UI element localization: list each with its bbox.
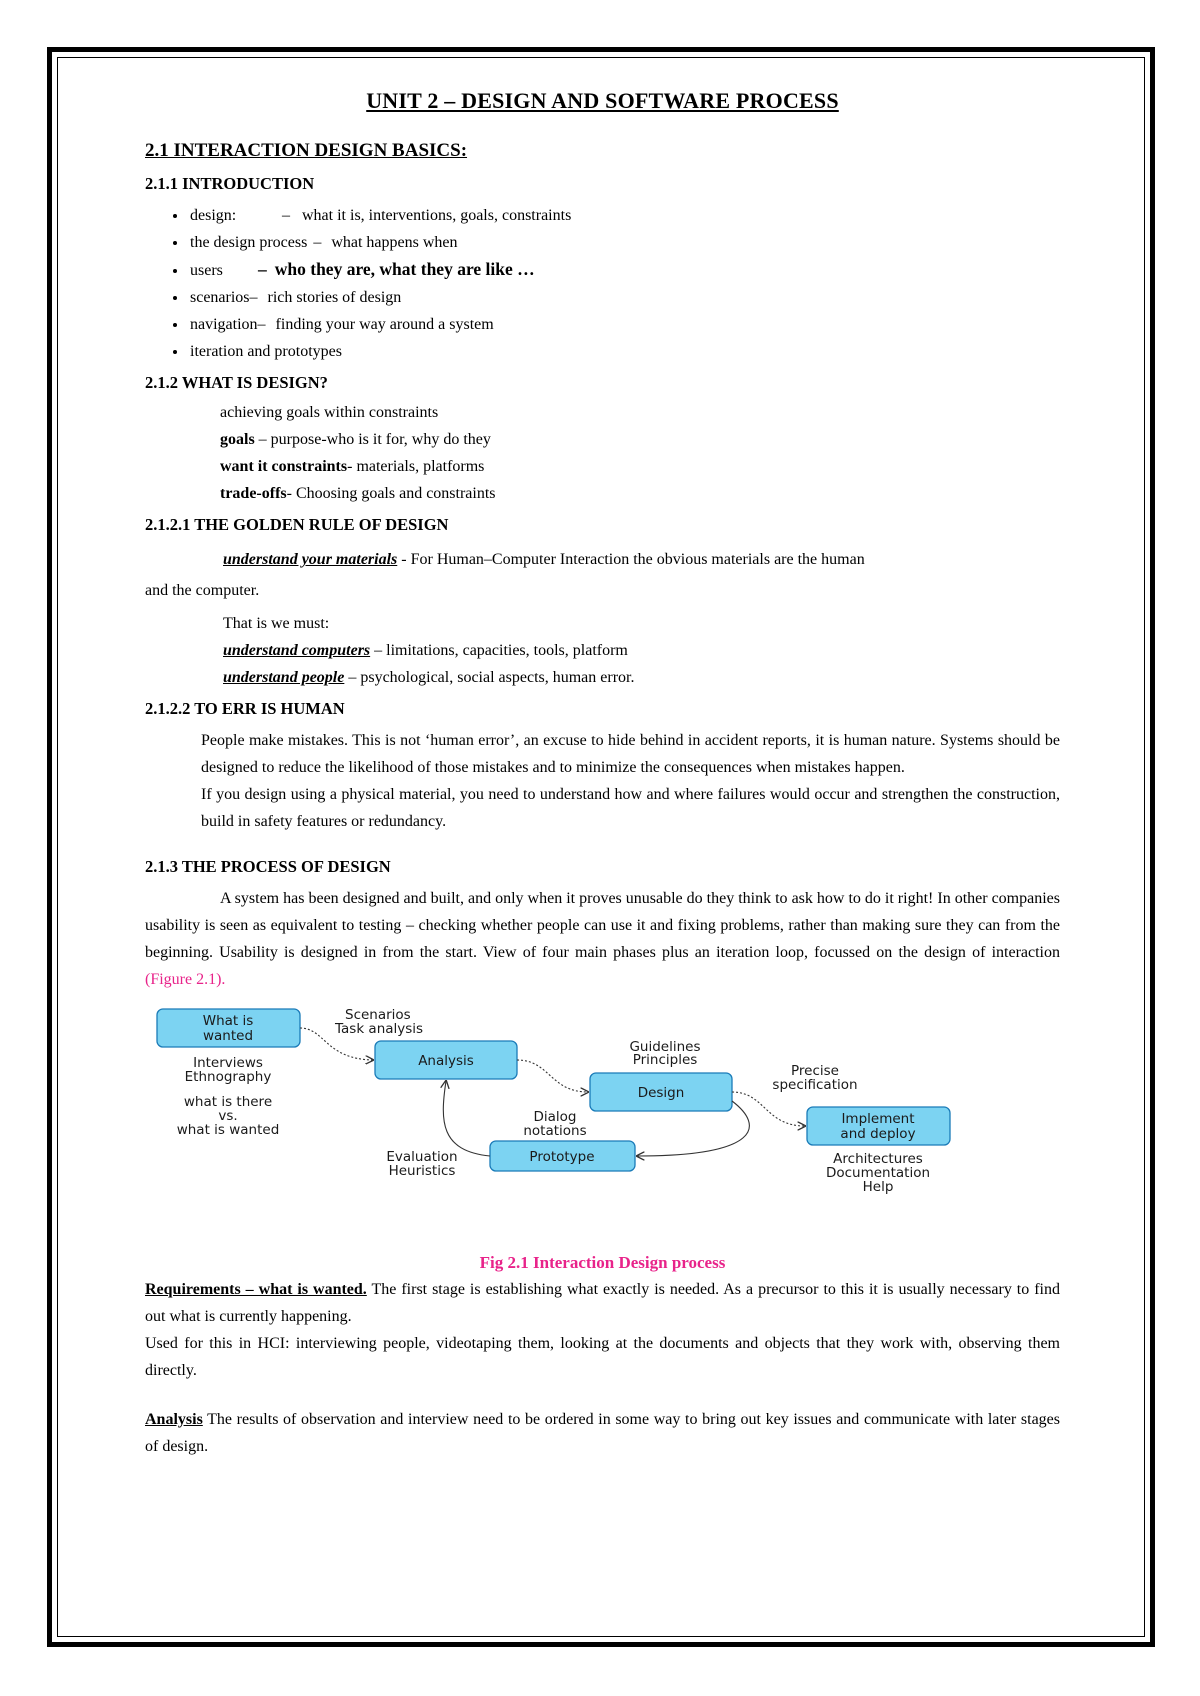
list-item: • navigation– finding your way around a system	[188, 311, 1060, 338]
process-diagram	[140, 1001, 1055, 1239]
section-2-1-heading: 2.1 INTERACTION DESIGN BASICS:	[145, 140, 468, 161]
section-2-1-2-1-heading: 2.1.2.1 THE GOLDEN RULE OF DESIGN	[145, 515, 449, 534]
list-item: • the design process – what happens when	[188, 229, 1060, 256]
figure-caption: Fig 2.1 Interaction Design process	[479, 1253, 726, 1272]
err-para-1: People make mistakes. This is not ‘human error’, an excuse to hide behind in accident reports, it is human nature. Systems should be designed to reduce the likelihood of those mistakes and to minimize the consequences when mistakes happen.	[201, 732, 1060, 776]
box-design-label: Design	[637, 1085, 685, 1101]
must-block	[145, 610, 1060, 691]
goals-line: goals – purpose-who is it for, why do they	[220, 431, 491, 448]
intro-bullet-list	[145, 202, 1060, 365]
section-2-1-2-2-heading: 2.1.2.2 TO ERR IS HUMAN	[145, 699, 345, 718]
label-ethnography: Ethnography	[184, 1069, 272, 1085]
golden-rule-cont: and the computer.	[145, 582, 260, 599]
label-vs: vs.	[218, 1108, 238, 1124]
label-architectures: Architectures	[833, 1151, 923, 1167]
requirements-para-2: Used for this in HCI: interviewing people, videotaping them, looking at the documents and objects that they work with, observing them directly.	[145, 1335, 1060, 1379]
label-help: Help	[862, 1179, 894, 1195]
label-evaluation: Evaluation	[386, 1149, 458, 1165]
box-what-is-wanted-l1: What is	[202, 1013, 254, 1029]
label-what-is-there: what is there	[183, 1094, 273, 1110]
label-guidelines: Guidelines	[629, 1039, 701, 1055]
label-interviews: Interviews	[193, 1055, 263, 1071]
interaction-design-figure	[140, 1001, 1055, 1239]
box-implement-l2: and deploy	[840, 1126, 916, 1142]
list-item: • design: – what it is, interventions, goals, constraints	[188, 202, 1060, 229]
tradeoffs-line: trade-offs- Choosing goals and constraints	[220, 485, 496, 502]
list-item: • users – who they are, what they are like …	[188, 256, 1060, 284]
what-is-design-block	[145, 399, 1060, 507]
must-line: That is we must:	[223, 615, 330, 632]
process-para: A system has been designed and built, and only when it proves unusable do they think to ask how to do it right! In other companies usability is seen as equivalent to testing – checking whether people can use it and fixing problems, rather than making sure they can from the beginning. Usability is designed in from the start. View of four main phases plus an iteration loop, focussed on the design of interaction (Figure 2.1).	[145, 890, 1060, 988]
label-task-analysis: Task analysis	[335, 1021, 424, 1037]
analysis-para: Analysis The results of observation and interview need to be ordered in some way to bring out key issues and communicate with later stages of design.	[145, 1411, 1060, 1455]
label-precise: Precise	[791, 1063, 839, 1079]
arrow-prototype-analysis	[443, 1081, 490, 1156]
box-analysis-label: Analysis	[418, 1053, 474, 1069]
requirements-para: Requirements – what is wanted. The first stage is establishing what exactly is needed. As a precursor to this it is usually necessary to find out what is currently happening.	[145, 1281, 1060, 1325]
want-line: want it constraints- materials, platforms	[220, 458, 485, 475]
section-2-1-1-heading: 2.1.1 INTRODUCTION	[145, 174, 315, 193]
label-heuristics: Heuristics	[388, 1163, 456, 1179]
list-item: • scenarios– rich stories of design	[188, 284, 1060, 311]
box-prototype-label: Prototype	[529, 1149, 595, 1165]
golden-rule-line: understand your materials - For Human–Computer Interaction the obvious materials are the human	[223, 551, 865, 568]
label-specification: specification	[772, 1077, 858, 1093]
label-notations: notations	[523, 1123, 587, 1139]
err-block	[145, 727, 1060, 835]
label-principles: Principles	[632, 1052, 698, 1068]
page-title: UNIT 2 – DESIGN AND SOFTWARE PROCESS	[366, 88, 839, 113]
label-dialog: Dialog	[533, 1109, 577, 1125]
computers-line: understand computers – limitations, capacities, tools, platform	[223, 642, 628, 659]
label-scenarios: Scenarios	[345, 1007, 411, 1023]
box-implement-l1: Implement	[841, 1111, 915, 1127]
arrow-analysis-design	[517, 1060, 588, 1092]
list-item: • iteration and prototypes	[188, 338, 1060, 365]
people-line: understand people – psychological, social aspects, human error.	[223, 669, 635, 686]
section-2-1-3-heading: 2.1.3 THE PROCESS OF DESIGN	[145, 857, 391, 876]
design-line: achieving goals within constraints	[220, 404, 439, 421]
box-what-is-wanted-l2: wanted	[202, 1028, 254, 1044]
arrow-design-implement	[732, 1092, 805, 1126]
err-para-2: If you design using a physical material, you need to understand how and where failures would occur and strengthen the construction, build in safety features or redundancy.	[201, 786, 1060, 830]
section-2-1-2-heading: 2.1.2 WHAT IS DESIGN?	[145, 373, 328, 392]
label-what-is-wanted: what is wanted	[176, 1122, 280, 1138]
label-documentation: Documentation	[825, 1165, 931, 1181]
document-body	[145, 84, 1060, 1460]
